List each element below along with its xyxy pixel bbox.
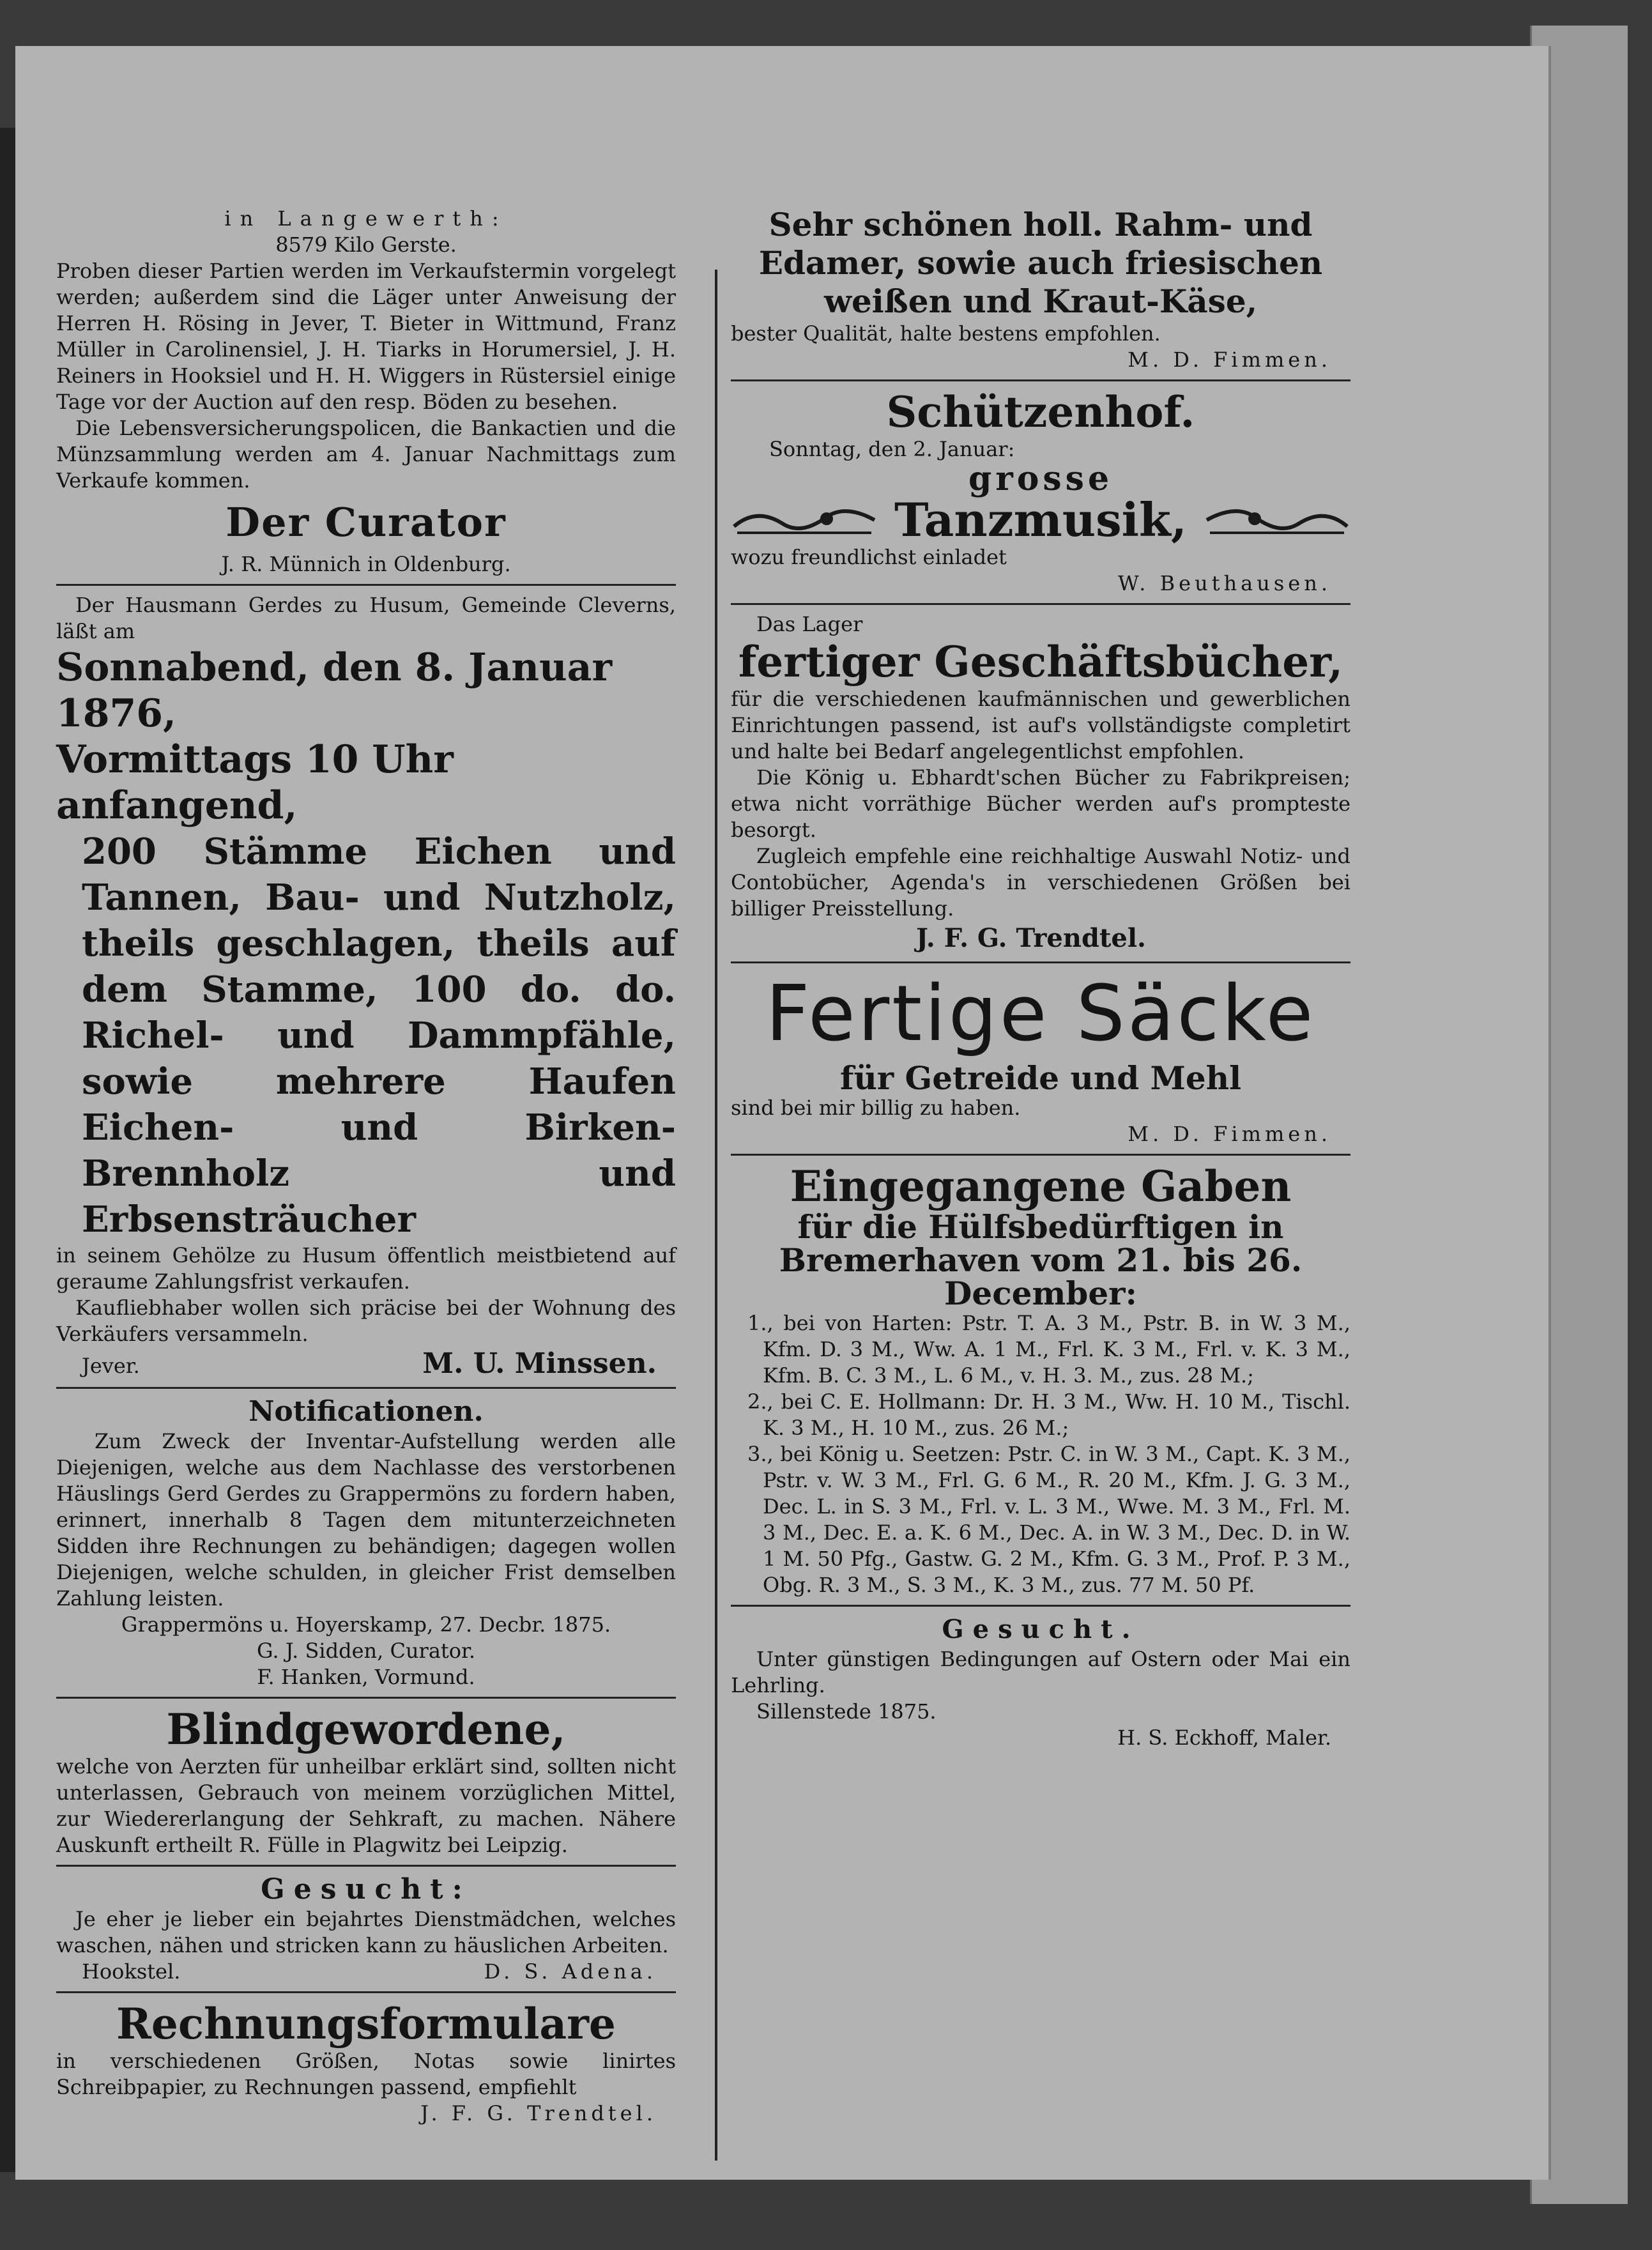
- schuetzen-event-2: Tanzmusik,: [894, 493, 1187, 547]
- rechnung-text: in verschiedenen Größen, Notas sowie linirtes Schreibpapier, zu Rechnungen passend, empfiehlt: [56, 2049, 676, 2099]
- auction-text-2: Die Lebensversicherungspolicen, die Bankactien und die Münzsammlung werden am 4. Januar Nachmittags zum Verkaufe kommen.: [56, 416, 676, 493]
- rule: [56, 1865, 676, 1867]
- rechnung-ad: [56, 2000, 676, 2127]
- saecke-subtitle: für Getreide und Mehl: [839, 1059, 1242, 1097]
- gaben-ad: [731, 1162, 1350, 1598]
- rule: [731, 961, 1350, 963]
- kaese-ad: [731, 206, 1350, 373]
- holz-date: Sonnabend, den 8. Januar 1876,: [56, 645, 613, 736]
- holz-text-2: Kaufliebhaber wollen sich präcise bei der Wohnung des Verkäufers versammeln.: [56, 1296, 676, 1346]
- blind-text: welche von Aerzten für unheilbar erklärt sind, sollten nicht unterlassen, Gebrauch von meinem vorzüglichen Mittel, zur Wiedererlangung der Sehkraft, zu machen. Nähere Auskunft ertheilt R. Fülle in Plagwitz bei Leipzig.: [56, 1754, 676, 1857]
- saecke-title: Fertige Säcke: [765, 970, 1316, 1059]
- schuetzen-title: Schützenhof.: [886, 387, 1195, 437]
- gesucht1-place: Hookstel.: [82, 1959, 181, 1984]
- kaese-text: bester Qualität, halte bestens empfohlen.: [731, 321, 1161, 346]
- holz-text: in seinem Gehölze zu Husum öffentlich meistbietend auf geraume Zahlungsfrist verkaufen.: [56, 1243, 676, 1294]
- rule: [56, 1991, 676, 1993]
- gesucht-ad-1: [56, 1873, 676, 1985]
- saecke-text: sind bei mir billig zu haben.: [731, 1096, 1021, 1120]
- holz-time: Vormittags 10 Uhr anfangend,: [56, 737, 454, 828]
- schuetzen-text: wozu freundlichst einladet: [731, 545, 1007, 569]
- rechnung-signer: J. F. G. Trendtel.: [420, 2101, 657, 2125]
- holz-place: Jever.: [82, 1354, 140, 1378]
- notif-signer-1: G. J. Sidden, Curator.: [256, 1639, 475, 1663]
- saecke-signer: M. D. Fimmen.: [1128, 1122, 1331, 1146]
- auction-quantity: 8579 Kilo Gerste.: [275, 233, 457, 257]
- gaben-title: Eingegangene Gaben: [790, 1161, 1292, 1211]
- saecke-ad: [731, 970, 1350, 1147]
- list-item: 3., bei König u. Seetzen: Pstr. C. in W. 3 M., Capt. K. 3 M., Pstr. v. W. 3 M., Frl. G. 6 M., R. 20 M., Kfm. J. G. 3 M., Dec. L. in S. 3 M., Frl. v. L. 3 M., Wwe. M. 3 M., Frl. M. 3 M., Dec. E. a. K. 6 M., Dec. A. in W. 3 M., Dec. D. in W. 1 M. 50 Pfg., Gastw. G. 2 M., Kfm. G. 3 M., Prof. P. 3 M., Obg. R. 3 M., S. 3 M., K. 3 M., zus. 77 M. 50 Pf.: [747, 1442, 1350, 1597]
- gesucht1-title: Gesucht:: [261, 1873, 471, 1906]
- notif-title: Notificationen.: [249, 1395, 484, 1428]
- schuetzen-event-1: grosse: [968, 459, 1113, 498]
- right-column: [731, 206, 1350, 1751]
- right-ornament-icon: [1204, 501, 1350, 539]
- gaben-line-4: December:: [944, 1274, 1137, 1312]
- rule: [56, 1387, 676, 1389]
- buecher-text-3: Zugleich empfehle eine reichhaltige Auswahl Notiz- und Contobücher, Agenda's in verschiedenen Größen bei billiger Preisstellung.: [731, 844, 1350, 921]
- buecher-text-1: für die verschiedenen kaufmännischen und gewerblichen Einrichtungen passend, ist auf's vollständigste completirt und halte bei Bedarf angelegentlichst empfohlen.: [731, 687, 1350, 763]
- column-divider: [715, 270, 717, 2161]
- rule: [731, 379, 1350, 381]
- gesucht1-text: Je eher je lieber ein bejahrtes Dienstmädchen, welches waschen, nähen und stricken kann zu häuslichen Arbeiten.: [56, 1907, 676, 1957]
- buecher-signer: J. F. G. Trendtel.: [916, 923, 1146, 953]
- buecher-intro: Das Lager: [756, 612, 863, 636]
- gesucht-ad-2: [731, 1613, 1350, 1751]
- rule: [731, 603, 1350, 605]
- book-binding: [0, 128, 17, 2172]
- auction-signer: J. R. Münnich in Oldenburg.: [221, 552, 511, 576]
- notif-text: Zum Zweck der Inventar-Aufstellung werden alle Diejenigen, welche aus dem Nachlasse des verstorbenen Häuslings Gerd Gerdes zu Grappermöns zu fordern haben, erinnert, innerhalb 8 Tagen dem mitunterzeichneten Sidden ihre Rechnungen zu behändigen; dagegen wollen Diejenigen, welche schulden, in gleicher Frist demselben Zahlung leisten.: [56, 1429, 676, 1611]
- kaese-title: Sehr schönen holl. Rahm- und Edamer, sowie auch friesischen weißen und Kraut-Käse,: [758, 206, 1323, 320]
- holz-signer: M. U. Minssen.: [422, 1347, 657, 1380]
- holz-ad: [56, 592, 676, 1381]
- buecher-title: fertiger Geschäftsbücher,: [738, 637, 1343, 687]
- notif-dateline: Grappermöns u. Hoyerskamp, 27. Decbr. 1875.: [121, 1612, 611, 1637]
- list-item: 1., bei von Harten: Pstr. T. A. 3 M., Pstr. B. in W. 3 M., Kfm. D. 3 M., Ww. A. 1 M., Frl. K. 3 M., Frl. v. K. 3 M., Kfm. B. C. 3 M., L. 6 M., v. H. 3. M., zus. 28 M.;: [747, 1311, 1350, 1388]
- newspaper-page: [15, 46, 1551, 2180]
- buecher-ad: [731, 611, 1350, 955]
- left-column: [56, 206, 676, 2127]
- rule: [731, 1605, 1350, 1607]
- rule: [56, 584, 676, 586]
- buecher-text-2: Die König u. Ebhardt'schen Bücher zu Fabrikpreisen; etwa nicht vorräthige Bücher werden auf's prompteste besorgt.: [731, 765, 1350, 842]
- schuetzen-date: Sonntag, den 2. Januar:: [769, 437, 1015, 461]
- auction-text-1: Proben dieser Partien werden im Verkaufstermin vorgelegt werden; außerdem sind die Läger unter Anweisung der Herren H. Rösing in Jever, T. Bieter in Wittmund, Franz Müller in Carolinensiel, J. H. Tiarks in Horumersiel, J. H. Reiners in Hooksiel und H. H. Wiggers in Rüstersiel einige Tage vor der Auction auf den resp. Böden zu besehen.: [56, 259, 676, 414]
- auction-tail: [56, 206, 676, 578]
- auction-title: Der Curator: [226, 499, 507, 546]
- gesucht2-signer: H. S. Eckhoff, Maler.: [1117, 1726, 1331, 1750]
- gesucht2-title: Gesucht.: [942, 1614, 1140, 1644]
- gesucht2-place: Sillenstede 1875.: [756, 1699, 937, 1724]
- blind-title: Blindgewordene,: [166, 1704, 566, 1754]
- holz-body: 200 Stämme Eichen und Tannen, Bau- und Nutzholz, theils geschlagen, theils auf dem Stamme, 100 do. do. Richel- und Dammpfähle, sowie mehrere Haufen Eichen- und Birken-Brennholz und Erbsensträucher: [82, 830, 676, 1241]
- auction-location: in Langewerth:: [224, 206, 508, 231]
- gaben-line-2: für die Hülfsbedürftigen in: [797, 1208, 1284, 1246]
- schuetzen-signer: W. Beuthausen.: [1118, 571, 1331, 595]
- holz-intro: Der Hausmann Gerdes zu Husum, Gemeinde Cleverns, läßt am: [56, 593, 676, 643]
- gaben-list: [731, 1310, 1350, 1598]
- list-item: 2., bei C. E. Hollmann: Dr. H. 3 M., Ww. H. 10 M., Tischl. K. 3 M., H. 10 M., zus. 26 M.;: [747, 1389, 1350, 1440]
- gaben-line-3: Bremerhaven vom 21. bis 26.: [779, 1241, 1303, 1279]
- gesucht2-text: Unter günstigen Bedingungen auf Ostern oder Mai ein Lehrling.: [731, 1647, 1350, 1697]
- left-ornament-icon: [731, 501, 878, 539]
- rule: [56, 1697, 676, 1699]
- notif-signer-2: F. Hanken, Vormund.: [257, 1665, 475, 1689]
- notif-ad: [56, 1395, 676, 1690]
- blind-ad: [56, 1705, 676, 1858]
- gesucht1-signer: D. S. Adena.: [484, 1959, 657, 1984]
- rule: [731, 1154, 1350, 1156]
- kaese-signer: M. D. Fimmen.: [1128, 348, 1331, 372]
- rechnung-title: Rechnungsformulare: [116, 1999, 616, 2049]
- schuetzen-ad: [731, 388, 1350, 597]
